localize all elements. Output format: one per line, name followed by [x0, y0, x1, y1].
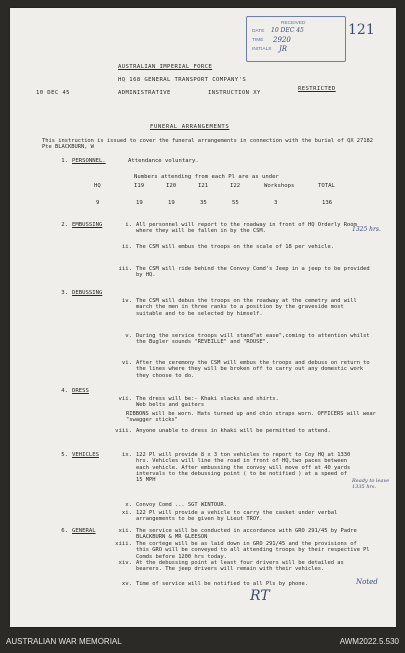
val-i20: 19: [168, 200, 175, 206]
stamp-received: RECEIVED: [281, 21, 306, 26]
section-4-title: DRESS: [72, 388, 89, 394]
stamp-date-label: DATE: [252, 29, 265, 34]
item-xii-text: The service will be conducted in accordance with GRO 291/45 by Padre BLACKBURN & MR GLEESON: [136, 528, 357, 541]
val-total: 136: [322, 200, 333, 206]
item-ii-text: The CSM will embus the troops on the scale of 18 per vehicle.: [136, 244, 334, 250]
classification: RESTRICTED: [298, 86, 336, 92]
item-v-text: During the service troops will stand"at ease",coming to attention whilst the Bugler sounds "REVEILLE" and "ROUSE".: [136, 333, 370, 346]
item-xi-roman: xi.: [121, 510, 132, 516]
col-i20: I20: [166, 183, 177, 189]
item-xiv-text: At the debussing point at least four drivers will be detailed as bearers. The jeep drivers will remain with their vehicles.: [136, 560, 344, 573]
item-i-text: All personnel will report to the roadway in front of HQ Orderly Room where they will be fallen in by the CSM.: [136, 222, 357, 235]
stamp-time-value: 2920: [273, 36, 291, 44]
section-4-number: 4.: [61, 388, 68, 394]
item-x-roman: x.: [125, 502, 132, 508]
item-v-roman: v.: [125, 333, 132, 339]
item-xiii-text: The cortege will be as laid down in GRO 291/45 and the provisions of this GRO will be conveyed to all attending troops by their respective Pl Comds before 1200 hrs today.: [136, 541, 370, 560]
item-vi-roman: vi.: [121, 360, 132, 366]
section-3-title: DEBUSSING: [72, 290, 103, 296]
personnel-table-caption: Numbers attending from each Pl are as under: [134, 174, 279, 180]
intro-text: This instruction is issued to cover the funeral arrangements in connection with the burial of QX 27182 Pte BLACKBURN, W: [42, 138, 374, 151]
annotation-noted: Noted: [356, 578, 378, 586]
stamp-initials-label: INITIALS: [252, 47, 272, 52]
item-viii-text: Anyone unable to dress in khaki will be permitted to attend.: [136, 428, 331, 434]
item-vii-text: The dress will be:- Khaki slacks and shirts. Web belts and gaiters: [136, 396, 279, 409]
section-1-title: PERSONNEL.: [72, 158, 106, 164]
ribbons-text: RIBBONS will be worn. Hats turned up and chin straps worn. OFFICERS will wear "swagger sticks": [126, 411, 376, 424]
val-i19: 19: [136, 200, 143, 206]
val-i21: 35: [200, 200, 207, 206]
item-ii-roman: ii.: [121, 244, 132, 250]
col-i19: I19: [134, 183, 145, 189]
header-line3b: INSTRUCTION XY: [208, 90, 261, 96]
footer-left: AUSTRALIAN WAR MEMORIAL: [6, 637, 122, 646]
subject-title: FUNERAL ARRANGEMENTS: [150, 124, 230, 130]
section-2-title: EMBUSSING: [72, 222, 103, 228]
item-xiii-roman: xiii.: [115, 541, 132, 547]
annotation-1325: 1325 hrs.: [352, 226, 381, 233]
section-1-text: Attendance voluntary.: [128, 158, 199, 164]
item-iv-text: The CSM will debus the troops on the roadway at the cemetry and will march the men in three ranks to a position by the graveside most suitable and to be selected by himself.: [136, 298, 357, 317]
section-6-title: GENERAL: [72, 528, 96, 534]
col-total: TOTAL: [318, 183, 335, 189]
val-i22: 55: [232, 200, 239, 206]
col-i22: I22: [230, 183, 241, 189]
section-3-number: 3.: [61, 290, 68, 296]
col-i21: I21: [198, 183, 209, 189]
item-viii-roman: viii.: [115, 428, 132, 434]
stamp-initials-value: JR: [279, 45, 288, 53]
header-line3: ADMINISTRATIVE: [118, 90, 171, 96]
signature: RT: [250, 588, 270, 604]
item-xiv-roman: xiv.: [118, 560, 132, 566]
section-5-title: VEHICLES: [72, 452, 99, 458]
item-xi-text: 122 Pl will provide a vehicle to carry the casket under verbal arrangements to be given by Lieut TROY.: [136, 510, 338, 523]
footer-bar: [0, 629, 405, 653]
header-date: 10 DEC 45: [36, 90, 70, 96]
stamp-date-value: 10 DEC 45: [271, 27, 304, 34]
section-6-number: 6.: [61, 528, 68, 534]
item-xv-roman: xv.: [121, 581, 132, 587]
item-ix-roman: ix.: [121, 452, 132, 458]
item-iv-roman: iv.: [121, 298, 132, 304]
section-1-number: 1.: [61, 158, 68, 164]
footer-right: AWM2022.5.530: [339, 637, 399, 646]
col-workshops: Workshops: [264, 183, 295, 189]
annotation-ready: Ready to leave 1335 hrs.: [352, 478, 390, 490]
handwritten-number: 121: [348, 22, 375, 38]
item-ix-text: 122 Pl will provide 8 x 3 ton vehicles to report to Coy HQ at 1330 hrs. Vehicles will line the road in front of HQ,two paces between each vehicle. After embussing the convoy will move off at 40 yards intervals to the debussing point ( to be notified ) at a speed of 15 MPH: [136, 452, 351, 484]
document-page: [10, 8, 396, 627]
header-line1: AUSTRALIAN IMPERIAL FORCE: [118, 64, 213, 70]
item-xii-roman: xii.: [118, 528, 132, 534]
item-x-text: Convoy Comd ... SGT WINTOUR.: [136, 502, 227, 508]
item-xv-text: Time of service will be notified to all Pls by phone.: [136, 581, 309, 587]
val-hq: 9: [96, 200, 100, 206]
received-stamp: [246, 16, 346, 62]
item-vi-text: After the ceremony the CSM will embus the troops and debuss on return to the lines where they will be broken off to carry out any domestic work they choose to do.: [136, 360, 370, 379]
section-5-number: 5.: [61, 452, 68, 458]
stamp-time-label: TIME: [252, 38, 264, 43]
val-workshops: 3: [274, 200, 278, 206]
item-iii-roman: iii.: [118, 266, 132, 272]
section-2-number: 2.: [61, 222, 68, 228]
item-iii-text: The CSM will ride behind the Convoy Comd's Jeep in a jeep to be provided by HQ.: [136, 266, 370, 279]
header-line2: HQ 168 GENERAL TRANSPORT COMPANY'S: [118, 77, 247, 83]
item-vii-roman: vii.: [118, 396, 132, 402]
col-hq: HQ: [94, 183, 101, 189]
item-i-roman: i.: [125, 222, 132, 228]
